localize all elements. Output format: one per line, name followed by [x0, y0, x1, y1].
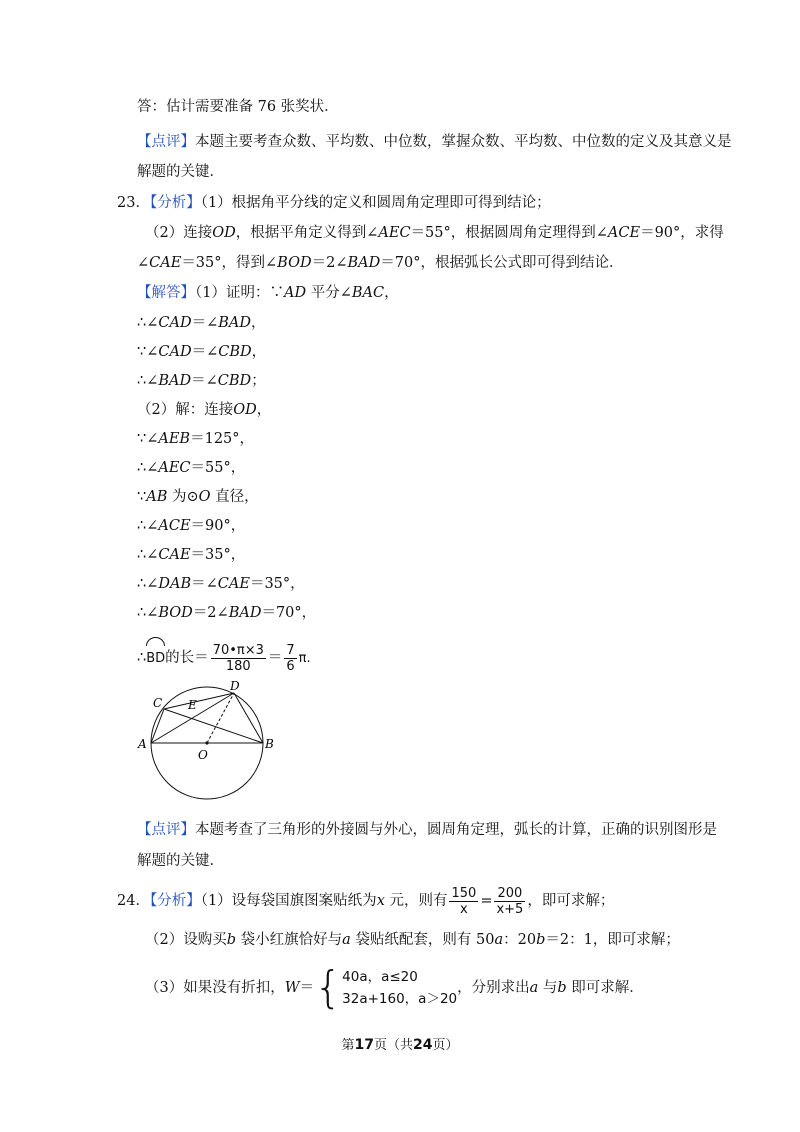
q23-review-line1: 【点评】本题考查了三角形的外接圆与外心，圆周角定理，弧长的计算，正确的识别图形是: [137, 822, 717, 838]
review-text: 本题主要考查众数、平均数、中位数，掌握众数、平均数、中位数的定义及其意义是: [195, 134, 732, 150]
q24-analysis-line3: （3）如果没有折扣，W＝{ 40a，a≤20 32a+160，a＞20 ，分别求出a 与b 即可求解．: [145, 962, 644, 1013]
fraction-result: $\frac{7}{6}$: [286, 642, 295, 674]
q23-step3: ∵∠CAD＝∠CBD，: [137, 344, 267, 360]
q24-analysis-line2: （2）设购买b 袋小红旗恰好与a 袋贴纸配套，则有 50a：20b＝2：1，即可求解；: [145, 932, 680, 948]
circle-figure: [135, 677, 295, 807]
q23-step12: ∴∠BOD＝2∠BAD＝70°，: [137, 605, 317, 621]
q23-step8: ∵AB 为⊙O 直径，: [137, 489, 259, 505]
case-1: 40a，a≤20: [342, 969, 418, 985]
question-number: 24．: [117, 893, 150, 909]
q23-step9: ∴∠ACE＝90°，: [137, 518, 246, 534]
q22-review-line1: [137, 132, 732, 152]
q23-step7: ∴∠AEC＝55°，: [137, 460, 246, 476]
segment-cd: [164, 693, 234, 709]
analysis-tag: 【分析】: [149, 893, 201, 909]
segment-bd: [234, 693, 263, 743]
fraction-200-x5: $\frac{200}{x+5}$: [496, 885, 524, 917]
review-tag: 【点评】: [137, 822, 195, 838]
q23-step10: ∴∠CAE＝35°，: [137, 547, 246, 563]
arc-bd: BD: [146, 642, 165, 676]
q23-step2: ∴∠CAD＝∠BAD，: [137, 315, 266, 331]
q23-step6: ∵∠AEB＝125°，: [137, 431, 255, 447]
page-number: 17: [354, 1037, 374, 1053]
review-tag: 【点评】: [137, 134, 195, 150]
solution-tag: 【解答】: [137, 285, 195, 301]
piecewise-function: [314, 962, 457, 1014]
case-2: 32a+160，a＞20: [342, 991, 458, 1007]
segment-od: [207, 693, 234, 743]
q23-step4: ∴∠BAD＝∠CBD；: [137, 373, 266, 389]
label-a: A: [138, 737, 147, 751]
fraction-150-x: $\frac{150}{x}$: [451, 885, 477, 917]
q23-step5: （2）解：连接OD，: [137, 402, 272, 418]
segment-ac: [151, 709, 164, 743]
label-c: C: [153, 696, 163, 710]
fraction-arc-length: $\frac{70•\pi\times 3}{180}$: [212, 642, 264, 674]
q22-review-line2: 解题的关键．: [137, 164, 224, 180]
analysis-tag: 【分析】: [149, 195, 201, 211]
label-b: B: [265, 737, 274, 751]
q24-analysis-line1: 24．【分析】（1）设每袋国旗图案贴纸为x 元，则有 $\frac{150}{x}$ = $\frac{200}{x+5}$ ，即可求解；: [117, 885, 615, 917]
total-pages: 24: [413, 1037, 433, 1053]
q23-arc-length: ∴BD的长＝ $\frac{70•\pi\times 3}{180}$ ＝ $\frac{7}{6}$ π.: [137, 641, 311, 676]
brace-icon: {: [314, 962, 343, 1013]
question-number: 23．: [117, 195, 150, 211]
q23-solution-line1: 【解答】（1）证明：∵AD 平分∠BAC，: [137, 285, 399, 301]
page-footer: 第17页（共24页）: [341, 1037, 459, 1053]
center-point-o: [205, 741, 208, 744]
q22-answer: 答：估计需要准备 76 张奖状．: [137, 99, 339, 115]
q23-step11: ∴∠DAB＝∠CAE＝35°，: [137, 576, 305, 592]
label-e: E: [188, 698, 197, 712]
q23-analysis-line2: （2）连接OD，根据平角定义得到∠AEC＝55°，根据圆周角定理得到∠ACE＝90°，求得: [145, 225, 724, 241]
q23-analysis-line1: [117, 193, 551, 213]
label-d: D: [230, 679, 240, 693]
label-o: O: [198, 748, 208, 762]
q23-review-line2: 解题的关键．: [137, 853, 224, 869]
analysis-text: （1）根据角平分线的定义和圆周角定理即可得到结论；: [200, 195, 551, 211]
q23-analysis-line3: ∠CAE＝35°，得到∠BOD＝2∠BAD＝70°，根据弧长公式即可得到结论．: [137, 255, 624, 271]
